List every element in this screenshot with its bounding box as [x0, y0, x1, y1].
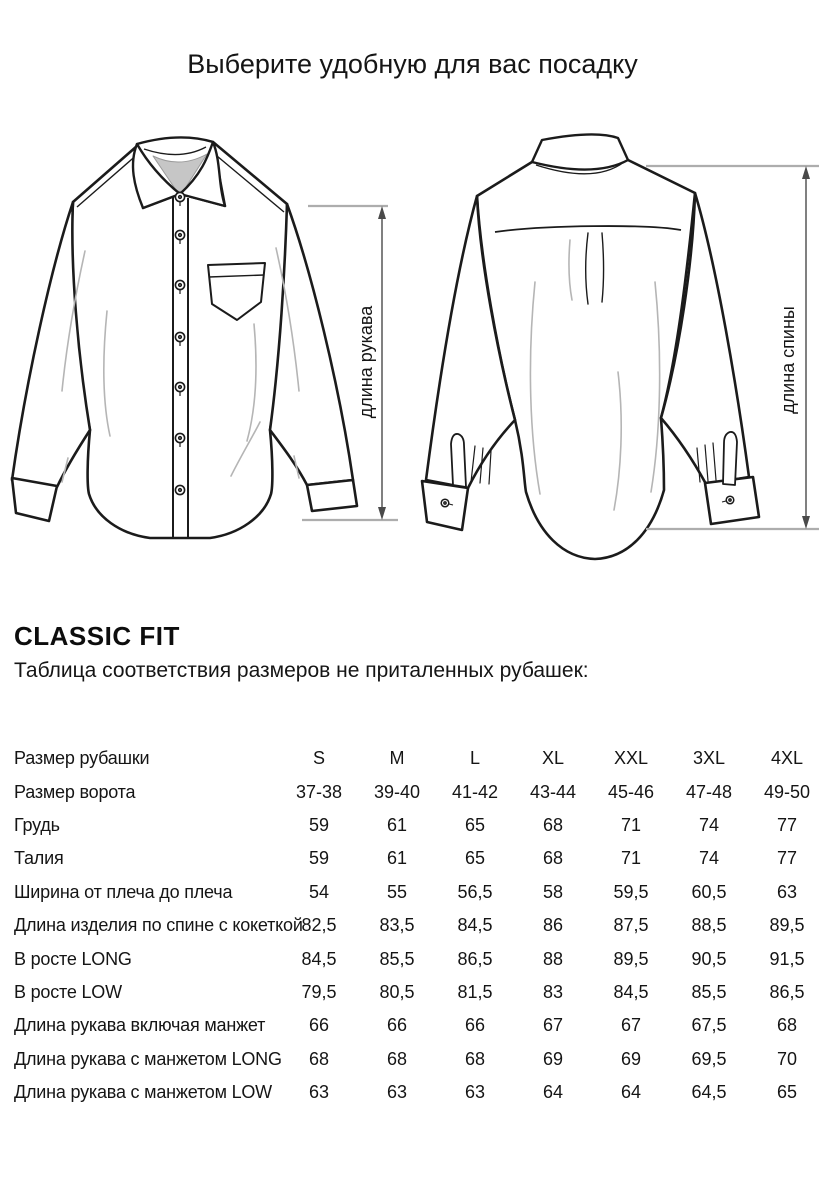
row-label: Длина рукава с манжетом LONG	[14, 1048, 282, 1069]
value-cell: 91,5	[769, 948, 805, 969]
table-row	[14, 909, 825, 942]
value-cell: 90,5	[691, 948, 727, 969]
value-cell: 68	[464, 1048, 486, 1069]
page-title: Выберите удобную для вас посадку	[187, 49, 638, 79]
row-label: Размер ворота	[14, 781, 136, 802]
value-cell: 83	[542, 981, 564, 1002]
value-cell: 66	[308, 1015, 330, 1036]
row-label: В росте LONG	[14, 948, 132, 969]
value-cell: 89,5	[613, 948, 649, 969]
table-row	[14, 942, 825, 975]
value-cell: 85,5	[379, 948, 415, 969]
row-label: Длина изделия по спине с кокеткой	[14, 915, 303, 936]
table-row	[14, 842, 825, 875]
value-cell: 83,5	[379, 915, 415, 936]
row-label: Длина рукава с манжетом LOW	[14, 1082, 272, 1103]
value-cell: 74	[698, 814, 720, 835]
size-header-cell: XL	[541, 748, 565, 769]
value-cell: 84,5	[301, 948, 337, 969]
value-cell: 69	[542, 1048, 564, 1069]
size-header-cell: M	[389, 748, 405, 769]
value-cell: 67,5	[691, 1015, 727, 1036]
value-cell: 77	[776, 848, 798, 869]
value-cell: 71	[620, 814, 642, 835]
value-cell: 71	[620, 848, 642, 869]
table-row	[14, 809, 825, 842]
value-cell: 68	[776, 1015, 798, 1036]
row-label: Талия	[14, 848, 64, 869]
row-label: Ширина от плеча до плеча	[14, 881, 233, 902]
size-header-cell: XXL	[613, 748, 649, 769]
value-cell: 85,5	[691, 981, 727, 1002]
value-cell: 65	[464, 814, 486, 835]
value-cell: 66	[386, 1015, 408, 1036]
value-cell: 61	[386, 814, 408, 835]
value-cell: 63	[308, 1082, 330, 1103]
value-cell: 49-50	[763, 781, 811, 802]
value-cell: 87,5	[613, 915, 649, 936]
value-cell: 63	[464, 1082, 486, 1103]
value-cell: 55	[386, 881, 408, 902]
value-cell: 88	[542, 948, 564, 969]
row-label: Длина рукава включая манжет	[14, 1015, 266, 1036]
value-cell: 65	[776, 1082, 798, 1103]
value-cell: 68	[542, 848, 564, 869]
value-cell: 59	[308, 848, 330, 869]
value-cell: 39-40	[373, 781, 421, 802]
table-row	[14, 1009, 825, 1042]
value-cell: 67	[620, 1015, 642, 1036]
value-cell: 79,5	[301, 981, 337, 1002]
fit-subtitle: Таблица соответствия размеров не приталенных рубашек:	[14, 659, 589, 682]
value-cell: 41-42	[451, 781, 499, 802]
value-cell: 86,5	[457, 948, 493, 969]
table-row	[14, 1043, 825, 1076]
value-cell: 64,5	[691, 1082, 727, 1103]
row-label: Грудь	[14, 814, 60, 835]
value-cell: 86,5	[769, 981, 805, 1002]
value-cell: 84,5	[613, 981, 649, 1002]
value-cell: 37-38	[295, 781, 343, 802]
value-cell: 59	[308, 814, 330, 835]
value-cell: 68	[308, 1048, 330, 1069]
table-row	[14, 876, 825, 909]
value-cell: 64	[620, 1082, 642, 1103]
value-cell: 63	[386, 1082, 408, 1103]
value-cell: 86	[542, 915, 564, 936]
value-cell: 80,5	[379, 981, 415, 1002]
value-cell: 70	[776, 1048, 798, 1069]
value-cell: 65	[464, 848, 486, 869]
size-header-cell: 4XL	[770, 748, 804, 769]
size-header-cell: L	[469, 748, 480, 769]
value-cell: 59,5	[613, 881, 649, 902]
value-cell: 82,5	[301, 915, 337, 936]
value-cell: 69	[620, 1048, 642, 1069]
value-cell: 63	[776, 881, 798, 902]
sleeve-length-label: длина рукава	[356, 305, 376, 419]
value-cell: 68	[542, 814, 564, 835]
row-label: Размер рубашки	[14, 748, 150, 769]
value-cell: 77	[776, 814, 798, 835]
value-cell: 45-46	[607, 781, 655, 802]
value-cell: 89,5	[769, 915, 805, 936]
sleeve-length-arrow	[300, 198, 400, 528]
value-cell: 68	[386, 1048, 408, 1069]
fit-heading: CLASSIC FIT	[14, 621, 180, 651]
row-label: В росте LOW	[14, 981, 122, 1002]
table-row	[14, 775, 825, 808]
value-cell: 67	[542, 1015, 564, 1036]
table-row	[14, 742, 825, 775]
value-cell: 74	[698, 848, 720, 869]
table-row	[14, 976, 825, 1009]
value-cell: 88,5	[691, 915, 727, 936]
size-table	[14, 742, 825, 1109]
value-cell: 61	[386, 848, 408, 869]
value-cell: 54	[308, 881, 330, 902]
value-cell: 84,5	[457, 915, 493, 936]
size-header-cell: S	[312, 748, 325, 769]
size-header-cell: 3XL	[692, 748, 726, 769]
value-cell: 81,5	[457, 981, 493, 1002]
back-length-label: длина спины	[778, 306, 798, 414]
value-cell: 60,5	[691, 881, 727, 902]
value-cell: 47-48	[685, 781, 733, 802]
value-cell: 58	[542, 881, 564, 902]
value-cell: 66	[464, 1015, 486, 1036]
table-row	[14, 1076, 825, 1109]
value-cell: 69,5	[691, 1048, 727, 1069]
value-cell: 43-44	[529, 781, 577, 802]
value-cell: 56,5	[457, 881, 493, 902]
value-cell: 64	[542, 1082, 564, 1103]
